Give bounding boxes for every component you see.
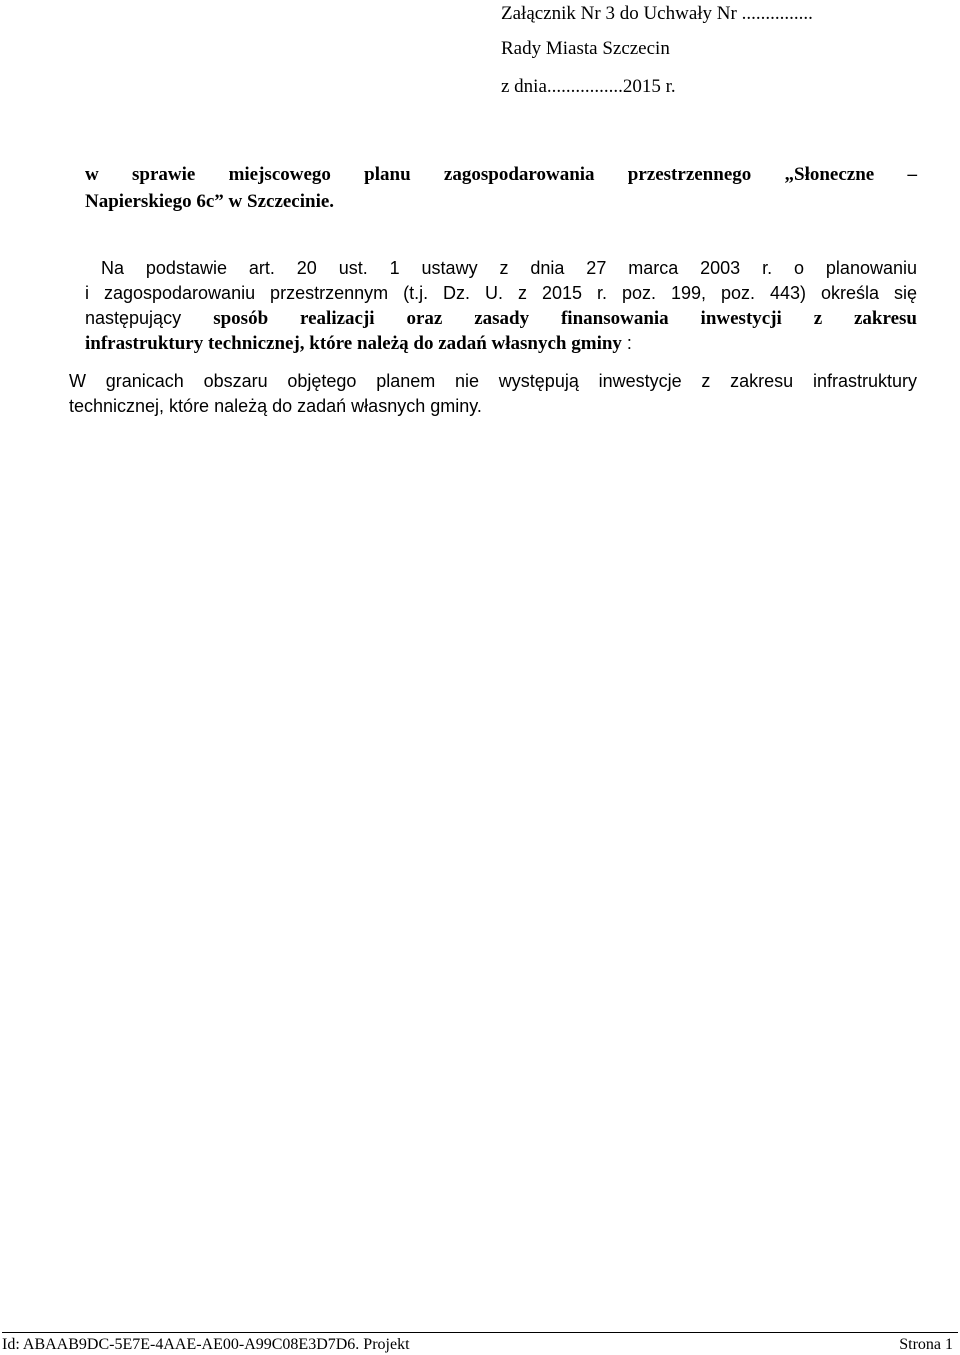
attachment-title: Załącznik Nr 3 do Uchwały Nr ............... <box>501 3 813 24</box>
basis-line-3-bold: sposób realizacji oraz zasady finansowania inwestycji z zakresu <box>213 308 917 329</box>
document-id: Id: ABAAB9DC-5E7E-4AAE-AE00-A99C08E3D7D6. Projekt <box>2 1336 410 1353</box>
basis-line-3-plain: następujący <box>85 308 182 328</box>
page-number: Strona 1 <box>899 1336 953 1353</box>
resolution-date: z dnia................2015 r. <box>501 76 676 97</box>
council-name: Rady Miasta Szczecin <box>501 38 670 59</box>
statement-line-1: W granicach obszaru objętego planem nie występują inwestycje z zakresu infrastruktury <box>69 371 917 391</box>
basis-line-2: i zagospodarowaniu przestrzennym (t.j. Dz. U. z 2015 r. poz. 199, poz. 443) określa się <box>85 283 917 303</box>
basis-line-3 <box>85 306 917 331</box>
subject-line-2: Napierskiego 6c” w Szczecinie. <box>85 191 335 212</box>
statement-line-2: technicznej, które należą do zadań własnych gminy. <box>69 396 482 416</box>
basis-line-4-bold: infrastruktury technicznej, które należą do zadań własnych gminy <box>85 333 622 354</box>
legal-basis-paragraph <box>85 256 917 356</box>
basis-line-4 <box>85 331 917 356</box>
statement-paragraph <box>69 369 917 419</box>
subject-line-1: w sprawie miejscowego planu zagospodarowania przestrzennego „Słoneczne – <box>85 164 917 185</box>
basis-line-1: Na podstawie art. 20 ust. 1 ustawy z dnia 27 marca 2003 r. o planowaniu <box>101 258 917 278</box>
basis-line-4-tail: : <box>621 333 632 353</box>
footer-divider <box>2 1332 958 1333</box>
resolution-subject <box>85 161 917 215</box>
